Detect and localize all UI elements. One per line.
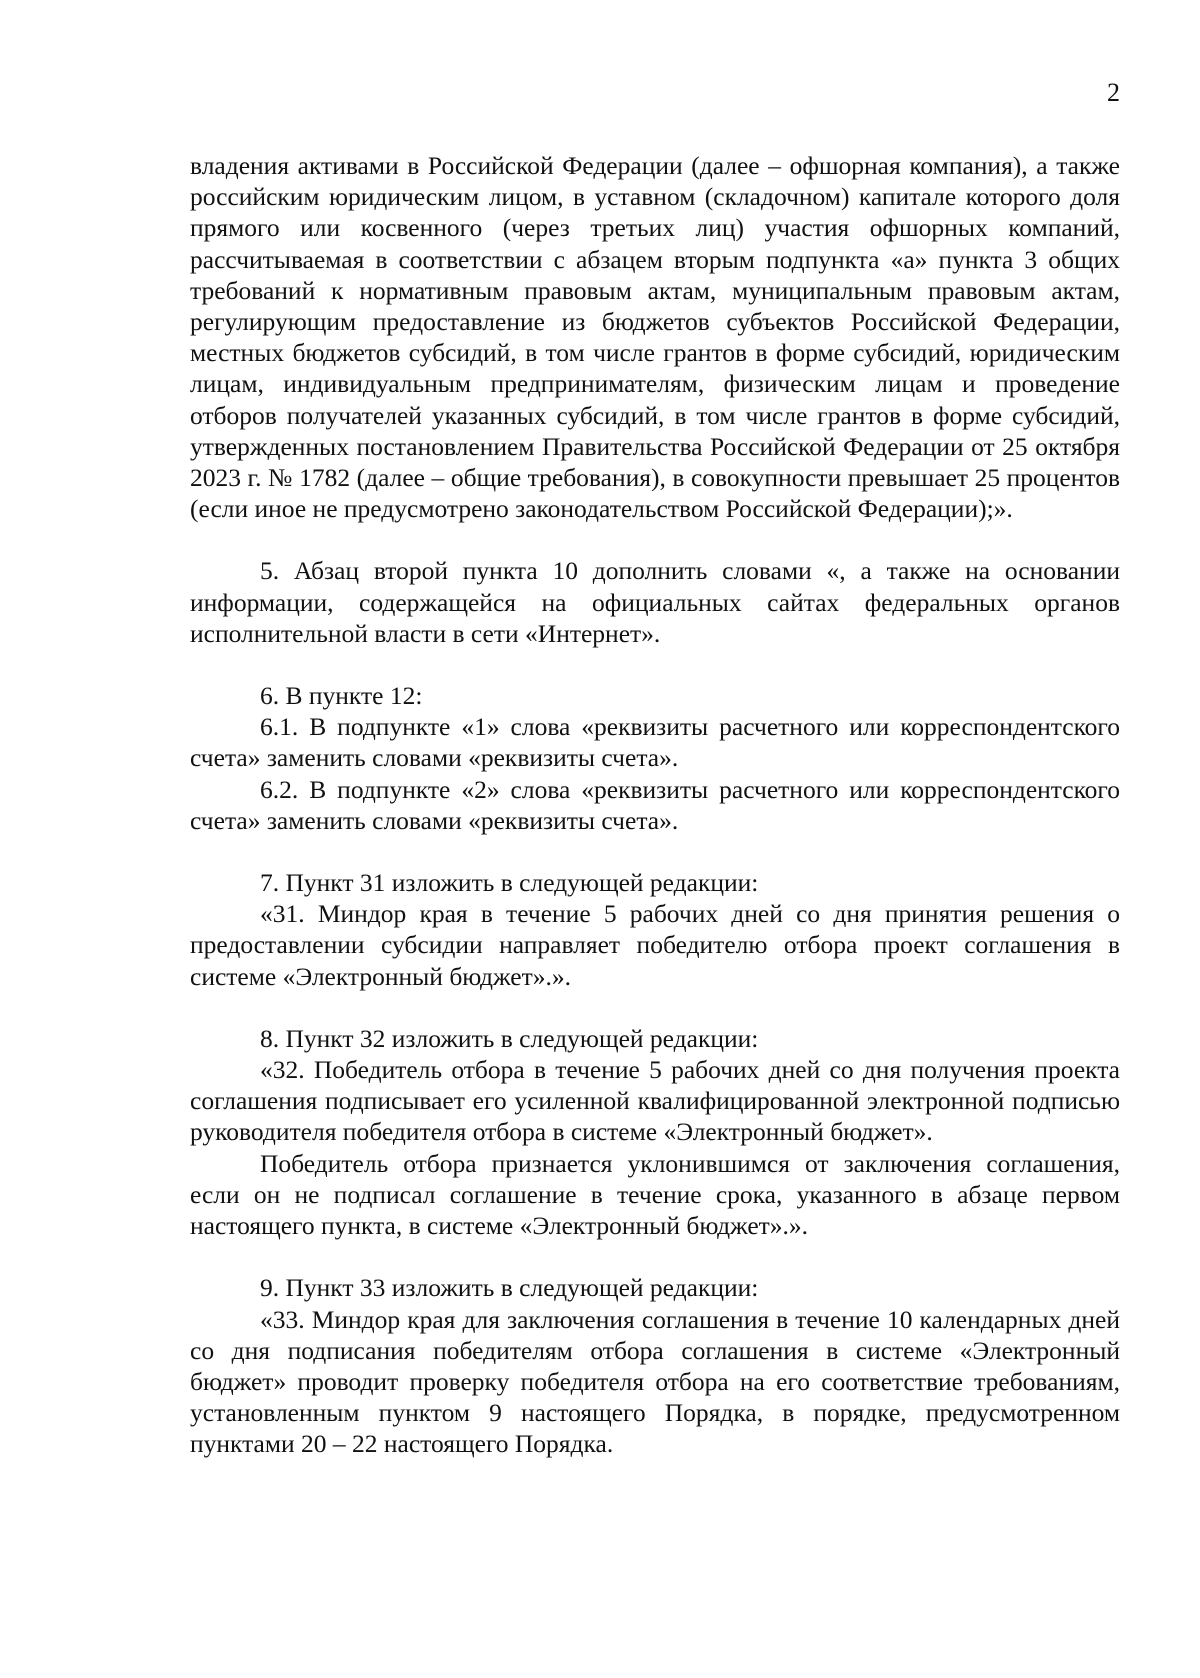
document-body: [190, 150, 1120, 1460]
paragraph-item-6-1: 6.1. В подпункте «1» слова «реквизиты расчетного или корреспондентского счета» заменить словами «реквизиты счета».: [190, 712, 1120, 773]
paragraph-item-5: 5. Абзац второй пункта 10 дополнить словами «, а также на основании информации, содержащейся на официальных сайтах федеральных органов исполнительной власти в сети «Интернет».: [190, 556, 1120, 648]
paragraph-item-31-text: «31. Миндор края в течение 5 рабочих дней со дня принятия решения о предоставлении субсидии направляет победителю отбора проект соглашения в системе «Электронный бюджет».».: [190, 899, 1120, 991]
paragraph-continuation: владения активами в Российской Федерации (далее – офшорная компания), а также российским юридическим лицом, в уставном (складочном) капитале которого доля прямого или косвенного (через третьих лиц) участия офшорных компаний, рассчитываемая в соответствии с абзацем вторым подпункта «а» пункта 3 общих требований к нормативным правовым актам, муниципальным правовым актам, регулирующим предоставление из бюджетов субъектов Российской Федерации, местных бюджетов субсидий, в том числе грантов в форме субсидий, юридическим лицам, индивидуальным предпринимателям, физическим лицам и проведение отборов получателей указанных субсидий, в том числе грантов в форме субсидий, утвержденных постановлением Правительства Российской Федерации от 25 октября 2023 г. № 1782 (далее – общие требования), в совокупности превышает 25 процентов (если иное не предусмотрено законодательством Российской Федерации);».: [190, 151, 1120, 524]
paragraph-item-33-text: «33. Миндор края для заключения соглашения в течение 10 календарных дней со дня подписания победителям отбора соглашения в системе «Электронный бюджет» проводит проверку победителя отбора на его соответствие требованиям, установленным пунктом 9 настоящего Порядка, в порядке, предусмотренном пунктами 20 – 22 настоящего Порядка.: [190, 1304, 1120, 1459]
paragraph-item-6-2: 6.2. В подпункте «2» слова «реквизиты расчетного или корреспондентского счета» заменить словами «реквизиты счета».: [190, 774, 1120, 835]
paragraph-item-8: 8. Пункт 32 изложить в следующей редакции:: [260, 1023, 759, 1053]
paragraph-item-32-text: «32. Победитель отбора в течение 5 рабочих дней со дня получения проекта соглашения подписывает его усиленной квалифицированной электронной подписью руководителя победителя отбора в системе «Электронный бюджет».: [190, 1055, 1120, 1147]
paragraph-item-7: 7. Пункт 31 изложить в следующей редакции:: [260, 868, 759, 898]
paragraph-item-32-second: Победитель отбора признается уклонившимся от заключения соглашения, если он не подписал соглашение в течение срока, указанного в абзаце первом настоящего пункта, в системе «Электронный бюджет».».: [190, 1148, 1120, 1241]
paragraph-item-6: 6. В пункте 12:: [260, 681, 423, 711]
paragraph-item-9: 9. Пункт 33 изложить в следующей редакции:: [260, 1273, 759, 1303]
page-number: 2: [1107, 78, 1120, 107]
